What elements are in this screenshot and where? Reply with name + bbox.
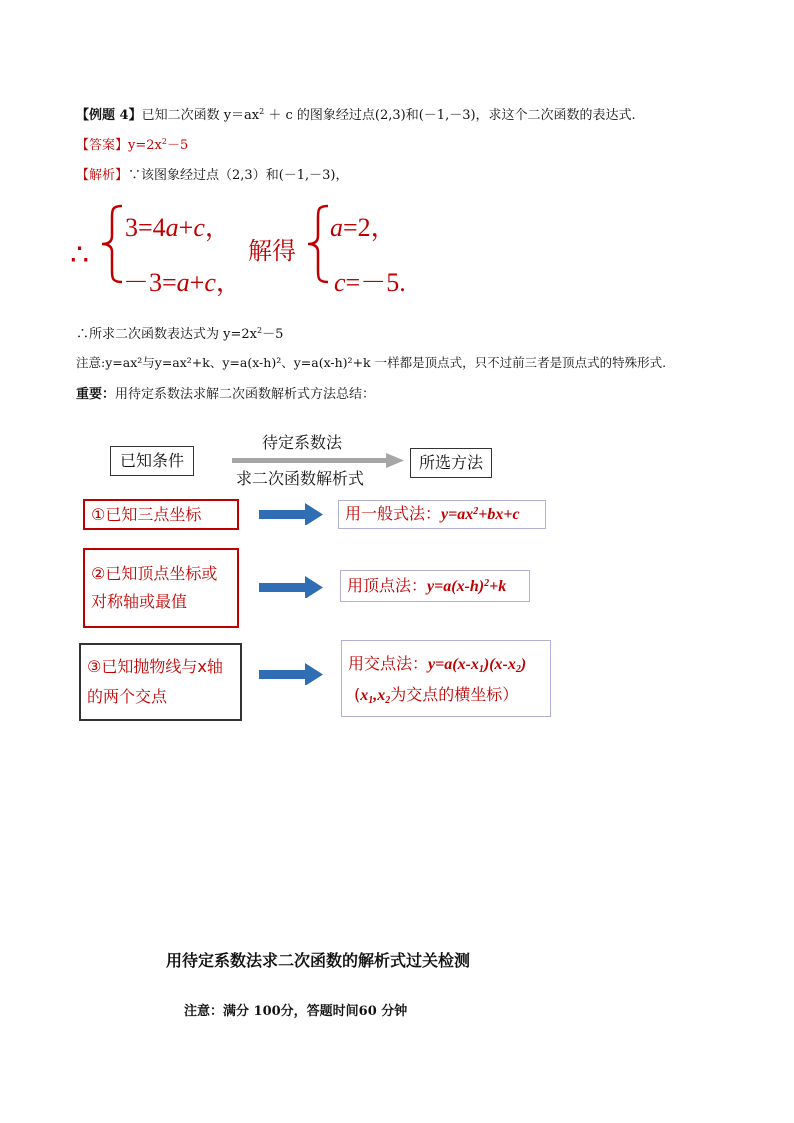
arrow-bottom-text: 求二次函数解析式: [236, 469, 365, 488]
conclusion-text-a: ∴所求二次函数表达式为 y=2x: [76, 327, 257, 342]
conclusion-line: ∴所求二次函数表达式为 $y=2x^2-5$: [76, 326, 284, 342]
example-tag: 【例题 4】: [76, 108, 142, 123]
solution-2: c=－5.: [334, 268, 406, 297]
arrow-top-label: 待定系数法: [262, 433, 343, 452]
test-title: 用待定系数法求二次函数的解析式过关检测: [166, 951, 471, 970]
analysis-tag: 【解析】: [76, 168, 129, 183]
condition-vertex-label: ②已知顶点坐标或对称轴或最值: [91, 564, 218, 611]
condition-vertex: [83, 548, 239, 628]
note-text: 注意:y=ax²与y=ax²+k、y=a(x-h)²、y=a(x-h)²+k 一样都是顶点式，只不过前三者是顶点式的特殊形式.: [76, 355, 667, 370]
right-brace-icon: [306, 204, 332, 284]
condition-x-intercepts: [79, 643, 242, 721]
solve-label: 解得: [248, 237, 296, 265]
analysis-text: ∵该图象经过点（2,3）和(－1,－3)，: [128, 168, 349, 183]
method-general-prefix: 用一般式法：: [345, 504, 442, 523]
condition-three-points: [83, 499, 239, 530]
important-text: 用待定系数法求解二次函数解析式方法总结：: [115, 387, 376, 402]
condition-three-points-label: ①已知三点坐标: [91, 505, 202, 524]
solution-1: a=2，: [330, 213, 397, 242]
blue-arrow-icon: [259, 663, 323, 685]
method-vertex-formula: $y=a(x-h)^2+k$: [427, 578, 507, 595]
condition-x-intercepts-label: ③已知抛物线与x轴的两个交点: [87, 657, 223, 706]
known-conditions-header: [110, 446, 194, 476]
answer-value-a: y=2x: [128, 138, 162, 153]
method-intercept-line1: [348, 649, 550, 680]
chosen-method-header-label: 所选方法: [418, 453, 483, 472]
answer-line: 【答案】$y=2x^2-5$: [76, 137, 189, 153]
method-general-form: [338, 500, 546, 529]
method-general-formula: $y=ax^2+bx+c$: [441, 506, 520, 523]
method-intercept-line2: ($x_1,x_2$为交点的横坐标）: [354, 685, 519, 706]
blue-arrow-icon: [259, 576, 323, 598]
test-note: 注意：满分 100分，答题时间60 分钟: [184, 1004, 408, 1019]
conclusion-text-b: －5: [262, 327, 284, 342]
answer-tag: 【答案】: [76, 138, 129, 153]
example-line: 【例题 4】已知二次函数 $y=ax^2 + c$ 的图象经过点(2,3)和(－1,－3)，求这个二次函数的表达式.: [76, 107, 636, 123]
equation-2: －3=a+c，: [123, 268, 242, 297]
arrow-bottom-label: [236, 466, 364, 489]
chosen-method-header: [410, 448, 492, 478]
method-intercept-note: 为交点的横坐标）: [390, 685, 519, 704]
example-text-a: 已知二次函数 y＝ax: [141, 108, 260, 123]
note-line: [76, 353, 666, 371]
answer-value-b: －5: [166, 138, 189, 153]
method-intercept-vars: $x_1,x_2$: [360, 687, 391, 706]
important-line: [76, 383, 375, 402]
example-text-b: ＋ c 的图象经过点(2,3)和(－1,－3)，求这个二次函数的表达式.: [264, 108, 636, 123]
therefore-symbol: ∴: [70, 239, 90, 272]
analysis-line: [76, 164, 349, 183]
method-vertex-prefix: 用顶点法：: [347, 576, 428, 595]
method-vertex-form: [340, 570, 530, 602]
important-label: 重要：: [76, 387, 116, 402]
blue-arrow-icon: [259, 503, 323, 525]
known-conditions-header-label: 已知条件: [119, 451, 184, 470]
method-intercept-prefix: 用交点法：: [348, 654, 429, 673]
method-intercept-form: [341, 640, 551, 717]
equation-1: 3=4a+c，: [125, 213, 231, 242]
method-intercept-formula: $y=a(x-x_1)(x-x_2)$: [428, 656, 527, 675]
